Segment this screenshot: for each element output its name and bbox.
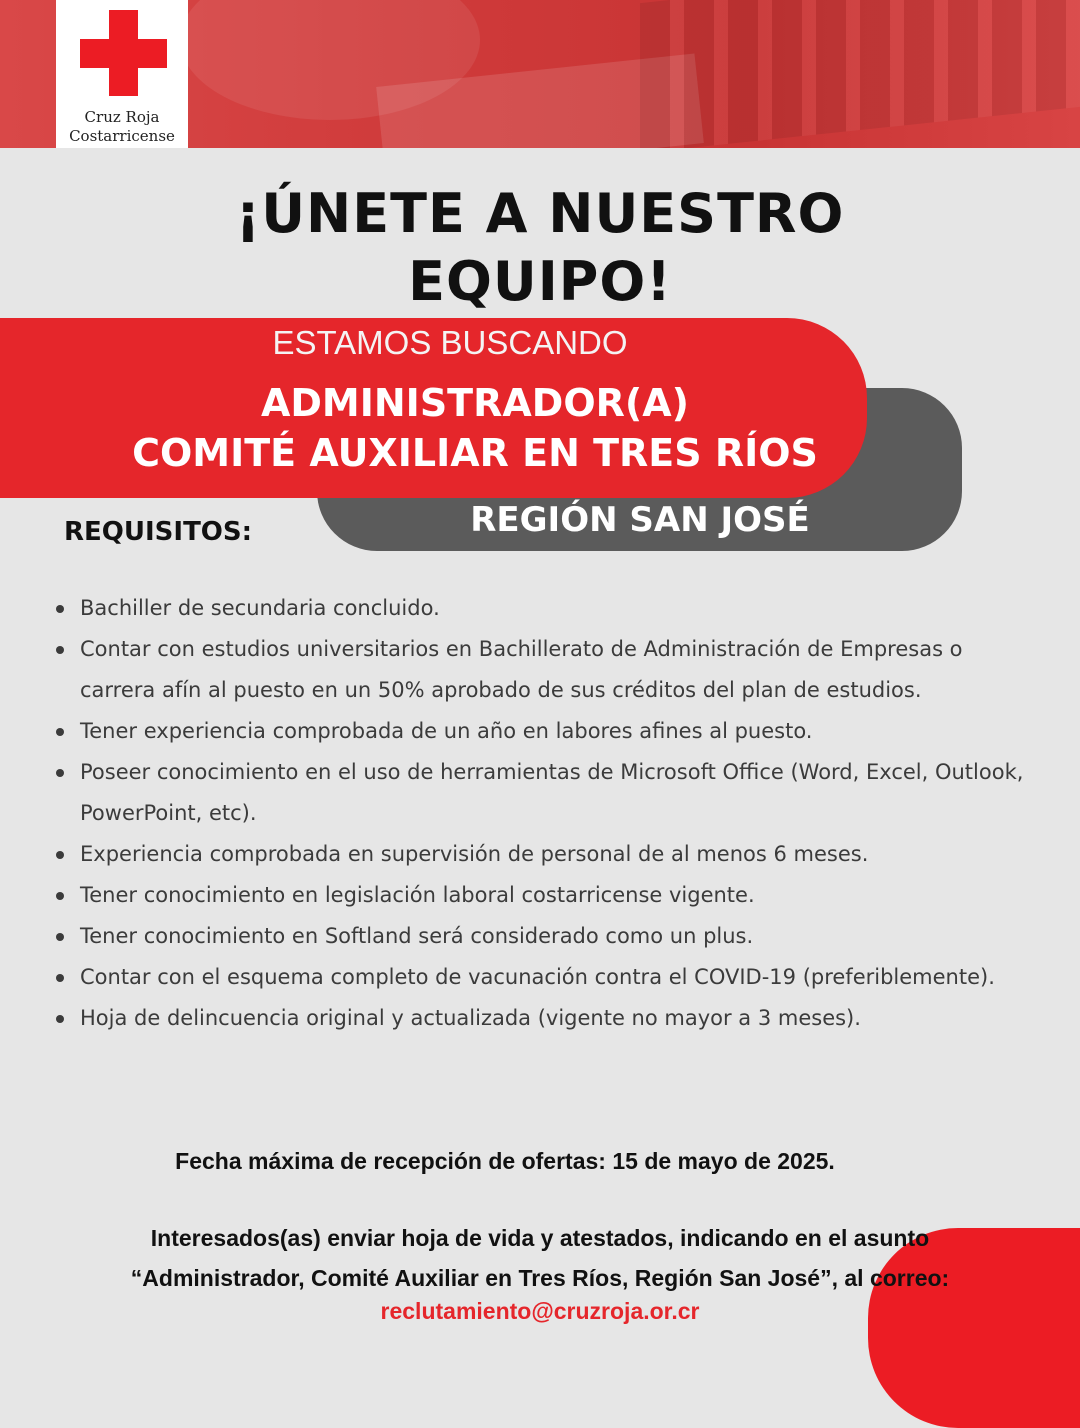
- requirements-heading: REQUISITOS:: [64, 517, 253, 547]
- list-item: Contar con el esquema completo de vacunación contra el COVID-19 (preferiblemente).: [52, 957, 1042, 998]
- list-item: Experiencia comprobada en supervisión de personal de al menos 6 meses.: [52, 834, 1042, 875]
- position-line-2: COMITÉ AUXILIAR EN TRES RÍOS: [132, 431, 818, 475]
- apply-line-2: “Administrador, Comité Auxiliar en Tres Ríos, Región San José”, al correo:: [130, 1265, 950, 1291]
- cruz-roja-logo: [56, 0, 188, 148]
- page-title: [0, 180, 1080, 316]
- position-title: [0, 378, 950, 478]
- application-instructions: [0, 1218, 1080, 1298]
- title-line-2: EQUIPO!: [408, 250, 672, 313]
- apply-line-1: Interesados(as) enviar hoja de vida y atestados, indicando en el asunto: [150, 1225, 930, 1251]
- red-cross-icon-bar: [80, 39, 167, 68]
- list-item: Contar con estudios universitarios en Bachillerato de Administración de Empresas o carrera afín al puesto en un 50% aprobado de sus créditos del plan de estudios.: [52, 629, 1042, 711]
- logo-name: [56, 108, 188, 146]
- list-item: Poseer conocimiento en el uso de herramientas de Microsoft Office (Word, Excel, Outlook, PowerPoint, etc).: [52, 752, 1042, 834]
- list-item: Hoja de delincuencia original y actualizada (vigente no mayor a 3 meses).: [52, 998, 1042, 1039]
- title-line-1: ¡ÚNETE A NUESTRO: [235, 182, 845, 245]
- logo-line-2: Costarricense: [69, 127, 175, 145]
- contact-email[interactable]: reclutamiento@cruzroja.or.cr: [380, 1298, 700, 1324]
- region-label: REGIÓN SAN JOSÉ: [470, 500, 810, 540]
- estamos-buscando-label: ESTAMOS BUSCANDO: [272, 324, 628, 361]
- list-item: Bachiller de secundaria concluido.: [52, 588, 1042, 629]
- requirements-list: [52, 588, 1042, 1039]
- list-item: Tener conocimiento en Softland será considerado como un plus.: [52, 916, 1042, 957]
- position-line-1: ADMINISTRADOR(A): [260, 381, 690, 425]
- list-item: Tener conocimiento en legislación laboral costarricense vigente.: [52, 875, 1042, 916]
- photo-keyboard: [640, 0, 1080, 148]
- deadline-text: Fecha máxima de recepción de ofertas: 15 de mayo de 2025.: [175, 1148, 835, 1174]
- list-item: Tener experiencia comprobada de un año en labores afines al puesto.: [52, 711, 1042, 752]
- logo-line-1: Cruz Roja: [84, 108, 160, 126]
